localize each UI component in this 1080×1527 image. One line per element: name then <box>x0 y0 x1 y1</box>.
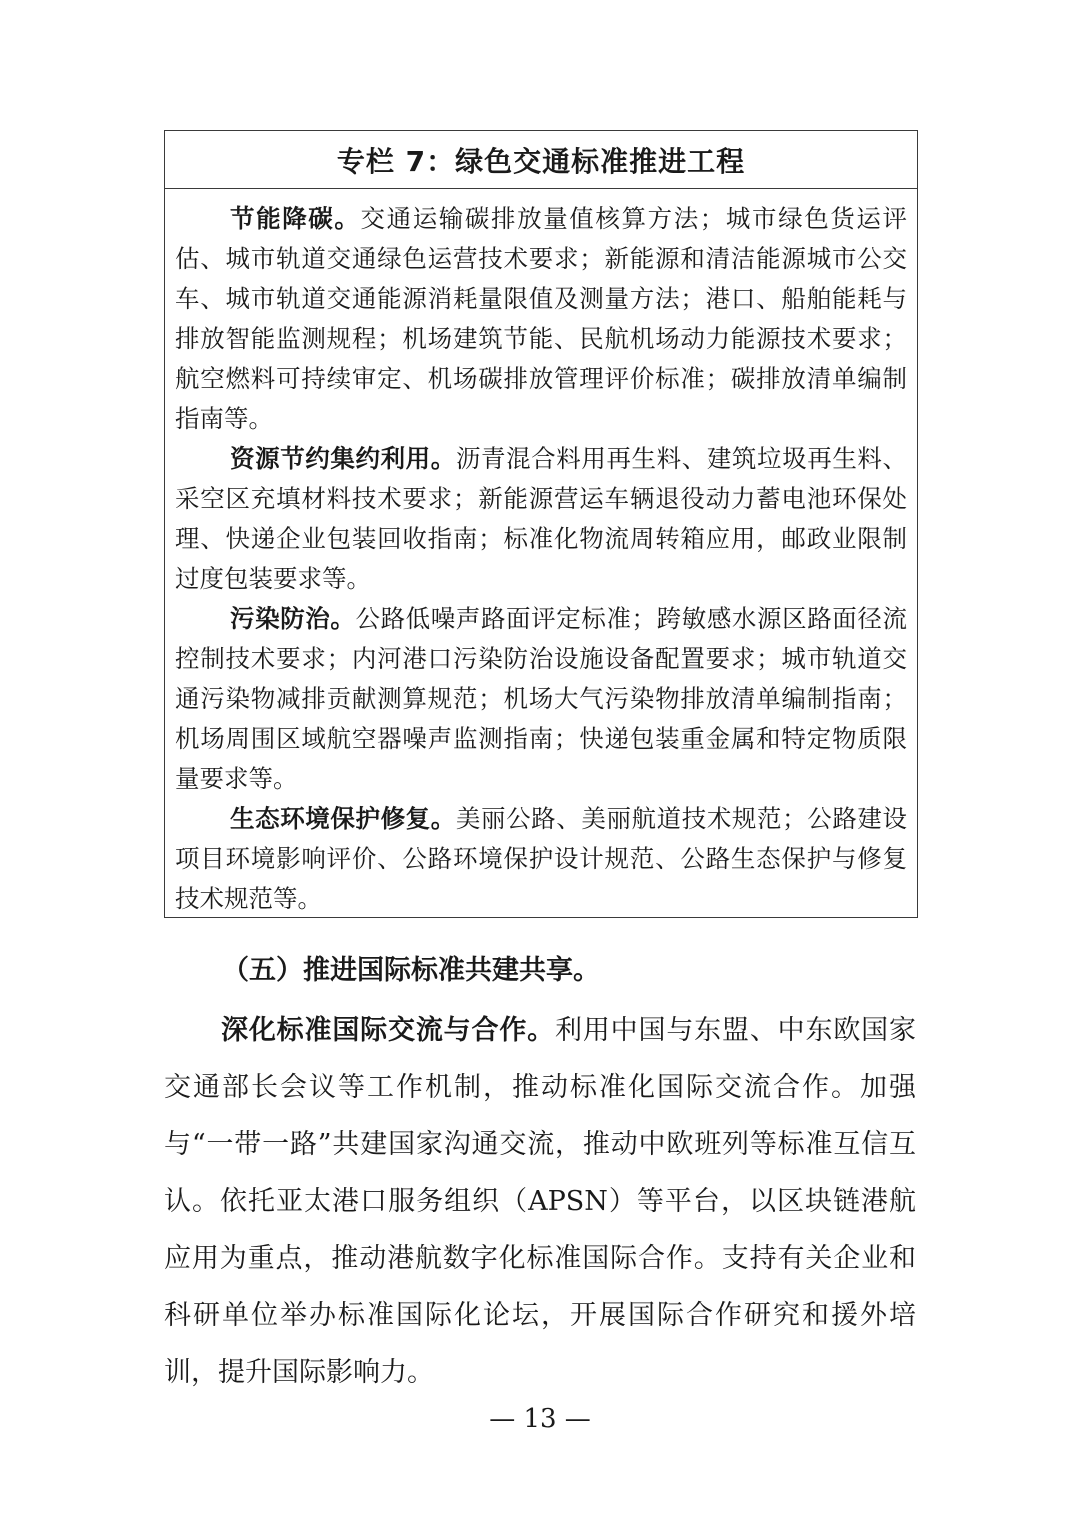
section-keyword: 节能降碳。 <box>230 204 361 233</box>
box-section-pollution <box>175 599 907 799</box>
section-text: 沥青混合料用再生料、建筑垃圾再生料、采空区充填材料技术要求；新能源营运车辆退役动力蓄电池环保处理、快递企业包装回收指南；标准化物流周转箱应用，邮政业限制过度包装要求等。 <box>175 444 908 593</box>
section-keyword: 污染防治。 <box>230 604 356 633</box>
box-section-ecology <box>175 799 907 919</box>
paragraph-lead: 深化标准国际交流与合作。 <box>221 1015 555 1046</box>
feature-box <box>164 130 918 918</box>
main-paragraph <box>164 1002 916 1401</box>
section-text: 公路低噪声路面评定标准；跨敏感水源区路面径流控制技术要求；内河港口污染防治设施设备配置要求；城市轨道交通污染物减排贡献测算规范；机场大气污染物排放清单编制指南；机场周围区域航空器噪声监测指南；快递包装重金属和特定物质限量要求等。 <box>175 604 908 793</box>
section-text: 交通运输碳排放量值核算方法；城市绿色货运评估、城市轨道交通绿色运营技术要求；新能源和清洁能源城市公交车、城市轨道交通能源消耗量限值及测量方法；港口、船舶能耗与排放智能监测规程；机场建筑节能、民航机场动力能源技术要求；航空燃料可持续审定、机场碳排放管理评价标准；碳排放清单编制指南等。 <box>175 204 907 433</box>
page-number: — 13 — <box>489 1404 591 1434</box>
feature-box-body <box>165 189 917 919</box>
paragraph-text: 利用中国与东盟、中东欧国家交通部长会议等工作机制，推动标准化国际交流合作。加强与“一带一路”共建国家沟通交流，推动中欧班列等标准互信互认。依托亚太港口服务组织（APSN）等平台，以区块链港航应用为重点，推动港航数字化标准国际合作。支持有关企业和科研单位举办标准国际化论坛，开展国际合作研究和援外培训，提升国际影响力。 <box>164 1015 916 1388</box>
section-keyword: 资源节约集约利用。 <box>230 444 456 473</box>
box-section-energy <box>175 199 907 439</box>
feature-box-title: 专栏 7：绿色交通标准推进工程 <box>165 131 917 189</box>
section-heading: （五）推进国际标准共建共享。 <box>222 955 600 986</box>
section-text: 美丽公路、美丽航道技术规范；公路建设项目环境影响评价、公路环境保护设计规范、公路生态保护与修复技术规范等。 <box>175 804 908 913</box>
section-keyword: 生态环境保护修复。 <box>230 804 456 833</box>
box-section-resources <box>175 439 907 599</box>
